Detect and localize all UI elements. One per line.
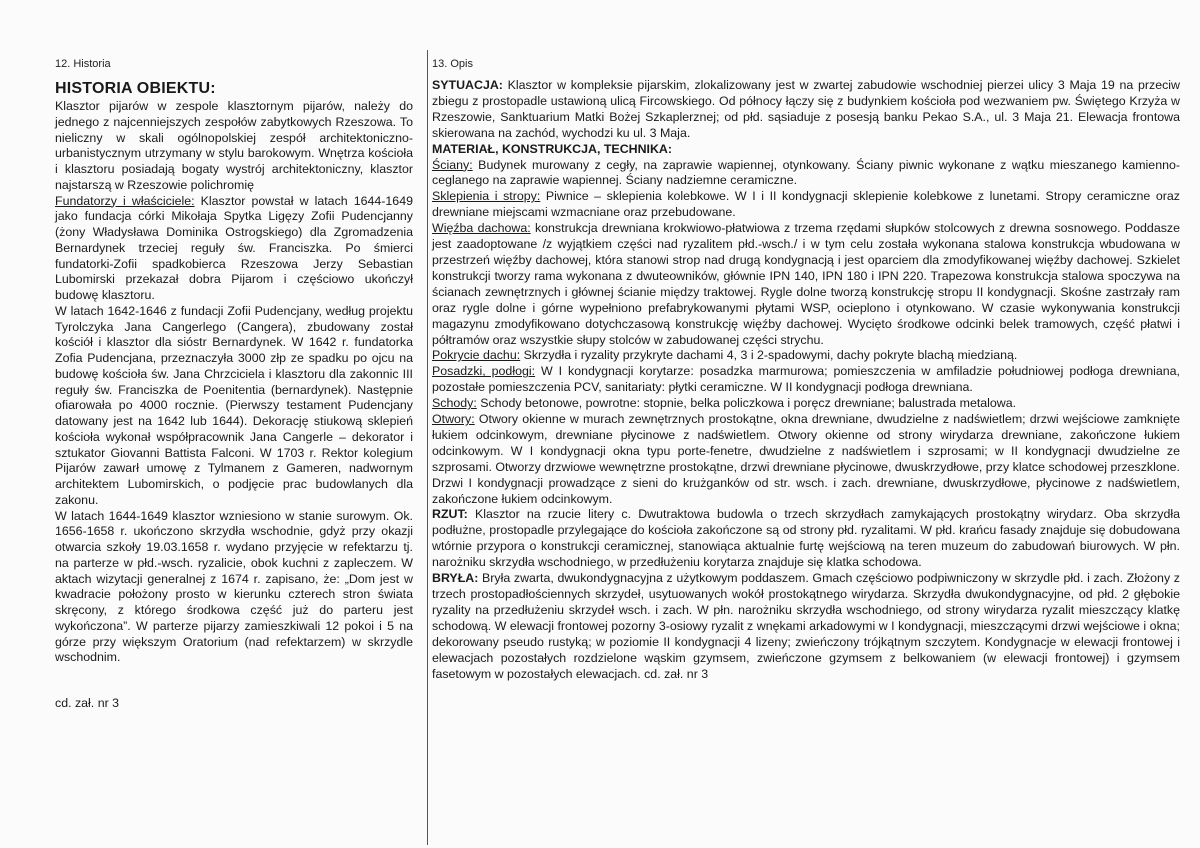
- schody-label: Schody:: [432, 396, 477, 411]
- pokrycie-label: Pokrycie dachu:: [432, 348, 521, 363]
- sytuacja-text: Klasztor w kompleksie pijarskim, zlokalizowany jest w zwartej zabudowie wschodniej pierzei ulicy 3 Maja 19 na przeciw zbiegu z prostopadle ustawioną ulicą Fircowskiego. Od północy łączy się z budynkiem kościoła pod wezwaniem pw. Świętego Krzyża w Rzeszowie, Sanktuarium Matki Bożej Szkaplerznej; od płd. sąsiaduje z posesją banku Pekao S.A., ul. 3 Maja 21. Elewacja frontowa skierowana na zachód, wychodzi ku ul. 3 Maja.: [432, 78, 1180, 140]
- otwory-text: Otwory okienne w murach zewnętrznych prostokątne, okna drewniane, dwudzielne z nadświetlem; drzwi wejściowe zamknięte łukiem odcinkowym, drewniane płycinowe z nadświetlem. Otwory okienne od strony wirydarza drewniane, zakończone łukiem odcinkowym. W I kondygnacji okna typu porte-fenetre, dwudzielne z nadświetlem i szprosami; w II kondygnacji dwudzielne ze szprosami. Otworzy drzwiowe wewnętrzne prostokątne, drzwi drewniane płycinowe, dwuskrzydłowe, przy klatce schodowej przeszklone. Drzwi I kondygnacji prowadzące z sieni do krużganków od str. wsch. i zach. drewniane, dwuskrzydłowe, płycinowe z nadświetlem, zakończone łukiem odcinkowym.: [432, 412, 1180, 506]
- founders-paragraph: [55, 194, 413, 304]
- wiezba-paragraph: [432, 221, 1180, 348]
- history-paragraph-2: W latach 1642-1646 z fundacji Zofii Pudencjany, według projektu Tyrolczyka Jana Cangerlego (Cangera), zbudowany został kościół i klasztor dla sióstr Bernardynek. W 1642 r. fundatorka Zofia Pudencjana, przeznaczyła 3000 złp ze spadku po ojcu na budowę kościoła św. Jana Chrzciciela i klasztoru dla zakonnic III reguły św. Franciszka de Poenitentia (bernardynek). Następnie ofiarowała po 4000 rocznie. (Pierwszy testament Pudencjany datowany jest na 1642 lub 1644). Dekorację stiukową sklepień kościoła wykonał współpracownik Jana Cangerle – dekorator i sztukator Giovanni Battista Falconi. W 1703 r. Rektor kolegium Pijarów zawarł umowę z Tylmanem z Gameren, nadwornym architektem Lubomirskich, o podjęcie prac budowlanych dla zakonu.: [55, 303, 413, 507]
- schody-paragraph: [432, 396, 1180, 412]
- material-heading-text: MATERIAŁ, KONSTRUKCJA, TECHNIKA:: [432, 141, 673, 156]
- history-heading: HISTORIA OBIEKTU:: [55, 80, 216, 97]
- sytuacja-paragraph: [432, 78, 1180, 142]
- wiezba-text: konstrukcja drewniana krokwiowo-płatwiowa z trzema rzędami słupków stolcowych z drewna sosnowego. Poddasze jest zaadoptowane /z wyjątkiem części nad ryzalitem płd.-wsch./ i w tym celu została wykonana stalowa konstrukcja wbudowana w przestrzeń więźby dachowej, która stanowi strop nad drugą kondygnacją i jest oparciem dla zmodyfikowanej więźby dachowej. Szkielet konstrukcji tworzy rama wykonana z dwuteowników, głównie IPN 140, IPN 180 i IPN 220. Trapezowa konstrukcja stalowa spoczywa na ścianach zewnętrznych i głównej ścianie między traktowej. Rygle dolne tworzą konstrukcję stropu II kondygnacji. Skośne zastrzały ram oraz rygle dolne i górne wypełniono prefabrykowanymi płytami WSP, ocieplono i otynkowano. W czasie wykonywania konstrukcji magazynu zmodyfikowano dotychczasową konstrukcję więźby dachowej. Wycięto środkowe odcinki belek tramowych, część płatwi i półtramów oraz wszystkie słupy stolców w zabudowanej części strychu.: [432, 221, 1180, 347]
- bryla-text: Bryła zwarta, dwukondygnacyjna z użytkowym poddaszem. Gmach częściowo podpiwniczony w skrzydle płd. i zach. Złożony z trzech prostopadłościennych skrzydeł, usytuowanych wokół prostokątnego wirydarza. Skrzydła dwukondygnacyjne, od płd. 2 głębokie ryzality na przedłużeniu skrzydeł wsch. i zach. W płn. narożniku skrzydła wschodniego, od strony wirydarza ryzalit mieszczący klatkę schodową. W elewacji frontowej pozorny 3-osiowy ryzalit z wnękami arkadowymi w I kondygnacji, mieszczącymi drzwi wejściowe i okna; dekorowany pseudo rustyką; w poziomie II kondygnacji 4 lizeny; zwieńczony trójkątnym szczytem. Kondygnacje w elewacji frontowej i elewacjach pozostałych rozdzielone wąskim gzymsem, zwieńczone gzymsem z belkowaniem (w elewacji frontowej) i gzymsem fasetowym w pozostałych elewacjach. cd. zał. nr 3: [432, 571, 1180, 681]
- wiezba-label: Więźba dachowa:: [432, 221, 531, 236]
- otwory-label: Otwory:: [432, 412, 475, 427]
- section-label-description: 13. Opis: [432, 58, 473, 70]
- description-text: [432, 78, 1180, 682]
- continued-note: cd. zał. nr 3: [55, 696, 120, 710]
- sklepienia-label: Sklepienia i stropy:: [432, 189, 541, 204]
- material-heading: [432, 142, 1180, 158]
- section-label-history: 12. Historia: [55, 58, 111, 70]
- sciany-text: Budynek murowany z cegły, na zaprawie wapiennej, otynkowany. Ściany piwnic wykonane z wątku mieszanego kamienno-ceglanego na zaprawie wapiennej. Ściany nadziemne ceramiczne.: [432, 157, 1180, 188]
- rzut-text: Klasztor na rzucie litery c. Dwutraktowa budowla o trzech skrzydłach zamykających prostokątny wirydarz. Oba skrzydła podłużne, prostopadle przylegające do kościoła zakończone są od strony płd. ryzalitami. W płd. krańcu fasady znajduje się dobudowana wtórnie przypora o konstrukcji ceramicznej, stanowiąca aktualnie furtę wejściową na teren muzeum do zabudowań biurowych. W płn. narożniku skrzydła wschodniego, w przedłużeniu korytarza znajduje się klatka schodowa.: [432, 507, 1180, 570]
- intro-paragraph: Klasztor pijarów w zespole klasztornym pijarów, należy do jednego z najcenniejszych zespołów zabytkowych Rzeszowa. To nieliczny w skali ogólnopolskiej zespół architektoniczno-urbanistycznym utrzymany w stylu barokowym. Wnętrza kościoła i klasztoru posiadają bogaty wystrój architektoniczny, klasztor najstarszą w Rzeszowie polichromię: [55, 99, 413, 192]
- rzut-label: RZUT:: [432, 507, 468, 522]
- pokrycie-text: Skrzydła i ryzality przykryte dachami 4, 3 i 2-spadowymi, dachy pokryte blachą miedzianą.: [520, 348, 1018, 363]
- posadzki-paragraph: [432, 364, 1180, 396]
- sytuacja-label: SYTUACJA:: [432, 78, 503, 92]
- sciany-paragraph: [432, 158, 1180, 190]
- posadzki-text: W I kondygnacji korytarze: posadzka marmurowa; pomieszczenia w amfiladzie południowej podłoga drewniana, pozostałe pomieszczenia PCV, sanitariaty: płytki ceramiczne. W II kondygnacji podłoga drewniana.: [432, 364, 1180, 395]
- founders-label: Fundatorzy i właściciele:: [55, 193, 195, 208]
- column-divider: [427, 50, 428, 845]
- pokrycie-paragraph: [432, 348, 1180, 364]
- history-text: [55, 99, 413, 712]
- schody-text: Schody betonowe, powrotne: stopnie, belka policzkowa i poręcz drewniane; balustrada metalowa.: [476, 396, 1017, 411]
- history-paragraph-3: W latach 1644-1649 klasztor wzniesiono w stanie surowym. Ok. 1656-1658 r. ukończono skrzydła wschodnie, gdyż przy okazji otwarcia szkoły 19.03.1658 r. wydano przyjęcie w refektarzu tj. na parterze w płd.-wsch. ryzalicie, obok kuchni z zapleczem. W aktach wizytacji generalnej z 1674 r. zapisano, że: „Dom jest w kwadracie położony prosto w kierunku czterech stron świata skręcony, z którego środkowa część już do parteru jest wykończona”. W parterze pijarzy zamieszkiwali 12 pokoi i 5 na górze przy większym Oratorium (nad refektarzem) w skrzydle wschodnim.: [55, 508, 413, 665]
- bryla-label: BRYŁA:: [432, 571, 479, 586]
- founders-text: Klasztor powstał w latach 1644-1649 jako fundacja córki Mikołaja Spytka Ligęzy Zofii Pudencjanny (żony Władysława Dominika Ostrogskiego) dla Zgromadzenia Bernardynek trzeciej reguły św. Franciszka. Po śmierci fundatorki-Zofii spadkobierca Rzeszowa Jerzy Sebastian Lubomirski przekazał dobra Pijarom i częściowo ukończył budowę klasztoru.: [55, 193, 413, 302]
- sklepienia-paragraph: [432, 189, 1180, 221]
- otwory-paragraph: [432, 412, 1180, 507]
- bryla-paragraph: [432, 571, 1180, 682]
- posadzki-label: Posadzki, podłogi:: [432, 364, 536, 379]
- rzut-paragraph: [432, 507, 1180, 571]
- sklepienia-text: Piwnice – sklepienia kolebkowe. W I i II kondygnacji sklepienie kolebkowe z lunetami. Stropy ceramiczne oraz drewniane miejscami wzmacniane oraz przebudowane.: [432, 189, 1180, 220]
- sciany-label: Ściany:: [432, 157, 473, 172]
